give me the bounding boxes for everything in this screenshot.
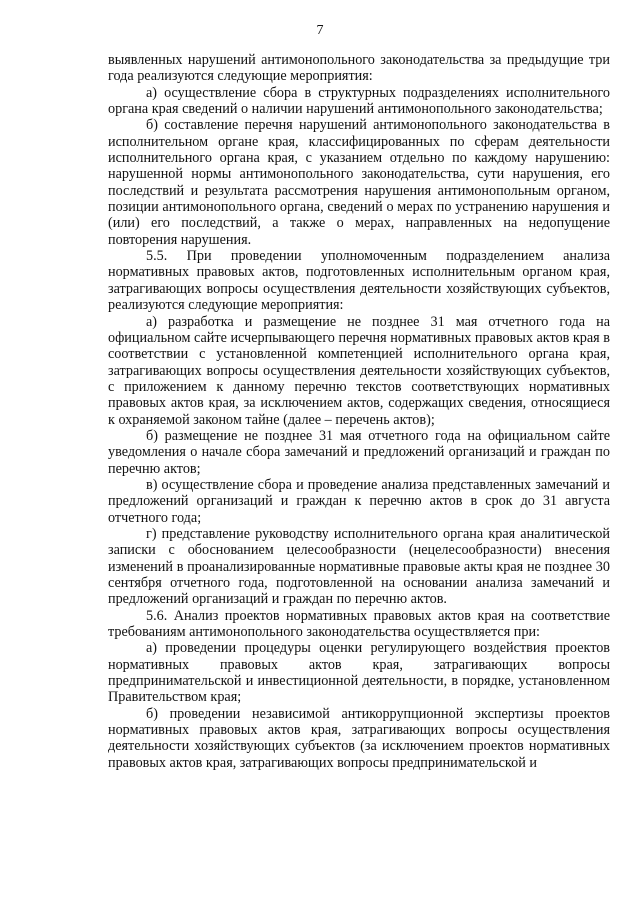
paragraph-5-6: 5.6. Анализ проектов нормативных правовых актов края на соответствие требованиям антимонопольного законодательства осуществляется при:	[108, 607, 610, 641]
paragraph-5-6-item-a: а) проведении процедуры оценки регулирующего воздействия проектов нормативных правовых актов края, затрагивающих вопросы предпринимательской и инвестиционной деятельности, в порядке, установленном Правительством края;	[108, 640, 610, 706]
document-body	[108, 52, 610, 771]
paragraph-item-b-violations-list: б) составление перечня нарушений антимонопольного законодательства в исполнительном органе края, классифицированных по сферам деятельности исполнительного органа края, с указанием отдельно по каждому нарушению: нарушенной нормы антимонопольного законодательства, сути нарушения, его последствий и результата рассмотрения нарушения антимонопольным органом, позиции антимонопольного органа, сведений о мерах по устранению нарушения и (или) его последствий, а также о мерах, направленных на недопущение повторения нарушения.	[108, 117, 610, 248]
paragraph-5-5: 5.5. При проведении уполномоченным подразделением анализа нормативных правовых актов, подготовленных исполнительным органом края, затрагивающих вопросы осуществления деятельности хозяйствующих субъектов, реализуются следующие мероприятия:	[108, 248, 610, 314]
paragraph-continuation: выявленных нарушений антимонопольного законодательства за предыдущие три года реализуются следующие мероприятия:	[108, 52, 610, 85]
paragraph-5-6-item-b: б) проведении независимой антикоррупционной экспертизы проектов нормативных правовых актов края, затрагивающих вопросы осуществления деятельности хозяйствующих субъектов (за исключением проектов нормативных правовых актов края, затрагивающих вопросы предпринимательской и	[108, 705, 610, 771]
paragraph-item-a-collection: а) осуществление сбора в структурных подразделениях исполнительного органа края сведений о наличии нарушений антимонопольного законодательства;	[108, 84, 610, 118]
paragraph-5-5-item-g: г) представление руководству исполнительного органа края аналитической записки с обоснованием целесообразности (нецелесообразности) внесения изменений в проанализированные нормативные правовые акты края не позднее 30 сентября отчетного года, подготовленной на основании анализа замечаний и предложений организаций и граждан по перечню актов.	[108, 525, 610, 608]
paragraph-5-5-item-a: а) разработка и размещение не позднее 31 мая отчетного года на официальном сайте исчерпывающего перечня нормативных правовых актов края в соответствии с установленной компетенцией исполнительного органа края, затрагивающих вопросы осуществления деятельности хозяйствующих субъектов, с приложением к данному перечню текстов соответствующих нормативных правовых актов края, за исключением актов, содержащих сведения, относящиеся к охраняемой законом тайне (далее – перечень актов);	[108, 313, 610, 428]
page-number: 7	[316, 23, 324, 38]
paragraph-5-5-item-b: б) размещение не позднее 31 мая отчетного года на официальном сайте уведомления о начале сбора замечаний и предложений организаций и граждан по перечню актов;	[108, 427, 610, 477]
paragraph-5-5-item-v: в) осуществление сбора и проведение анализа представленных замечаний и предложений организаций и граждан к перечню актов в срок до 31 августа отчетного года;	[108, 476, 610, 526]
